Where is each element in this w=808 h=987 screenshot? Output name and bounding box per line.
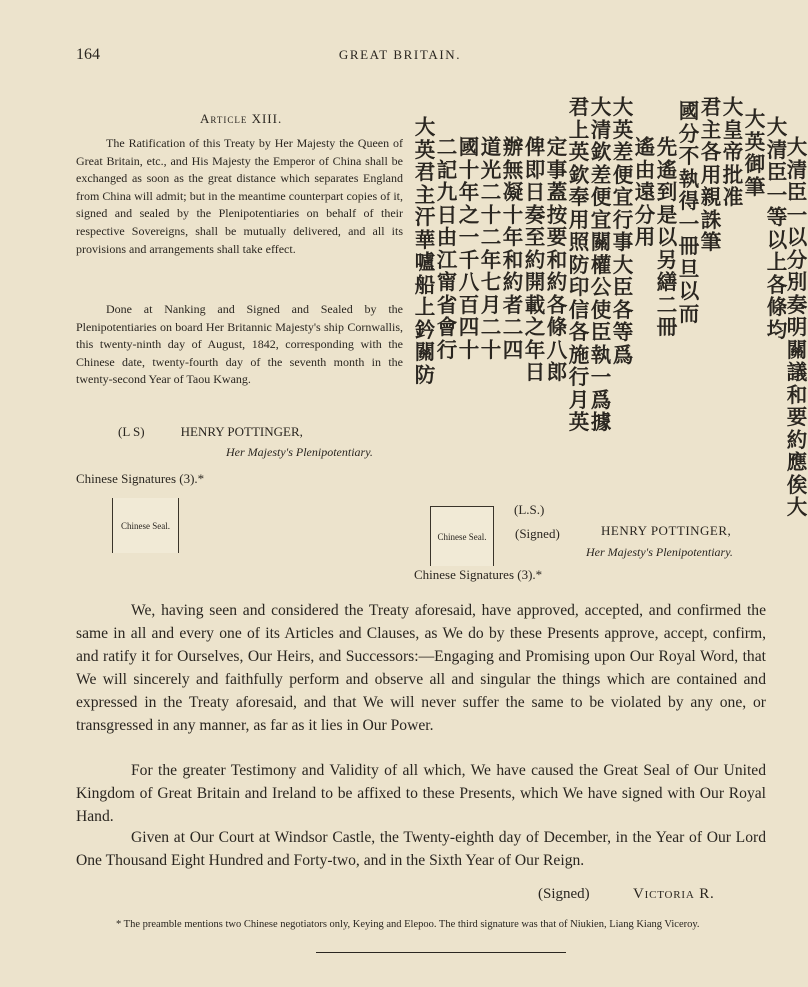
- signature-line-1: [118, 424, 339, 440]
- closing-rule: [316, 952, 566, 953]
- signed-mark: (Signed): [515, 526, 560, 541]
- article-paragraph-done-at: [76, 301, 403, 389]
- chinese-text-column: 二記九日由江甯省會行: [436, 135, 458, 362]
- proclamation-paragraph: [76, 599, 766, 737]
- chinese-text-column: 遙由遠分用: [634, 135, 656, 249]
- footnote-text: * The preamble mentions two Chinese negotiators only, Keying and Elepoo. The third signature was that of Niukien, Liang Kiang Viceroy.: [116, 919, 700, 930]
- signed-mark: (Signed): [538, 886, 590, 902]
- seal-label: Chinese Seal.: [121, 520, 170, 531]
- article-title: Article XIII.: [200, 111, 283, 126]
- proclamation-paragraph: [76, 759, 766, 828]
- footnote: [76, 918, 766, 933]
- chinese-seal-box: [112, 498, 179, 553]
- chinese-text-column: 國十年之一千八百四十: [458, 135, 480, 362]
- chinese-signatures-note: Chinese Signatures (3).*: [414, 567, 543, 582]
- chinese-text-column: 君主各用親誅筆: [700, 95, 722, 254]
- chinese-text-column: 大清欽差便宜關權公使臣執一爲據: [590, 95, 612, 434]
- seal-label: Chinese Seal.: [437, 531, 487, 542]
- chinese-text-column: 大英差便宜行事大臣各等爲: [612, 95, 634, 367]
- proclamation-text: Given at Our Court at Windsor Castle, the Twenty-eighth day of December, in the Year of Our Lord One Thousand Eight Hundred and Forty-two, and in the Sixth Year of Our Reign.: [76, 829, 766, 869]
- chinese-text-column: 先遙到是以另繕二冊: [656, 135, 678, 339]
- proclamation-text: For the greater Testimony and Validity of all which, We have caused the Great Seal of Our United Kingdom of Great Britain and Ireland to be affixed to these Presents, which We have signed with Our Royal Hand.: [76, 762, 766, 825]
- signatory-name: HENRY POTTINGER,: [180, 424, 303, 439]
- signatory-role: Her Majesty's Plenipotentiary.: [586, 545, 733, 559]
- article-paragraph-text: Done at Nanking and Signed and Sealed by the Plenipotentiaries on board Her Britannic Majesty's ship Cornwallis, this twenty-ninth day of August, 1842, corresponding with the Chinese date, twenty-fourth day of the seventh month in the twenty-second Year of Taou Kwang.: [76, 302, 403, 387]
- ls-mark: (L S): [118, 424, 145, 439]
- chinese-text-column: 大清臣一以分別奏明關議和要約應俟大: [786, 135, 808, 519]
- chinese-text-column: 大英御筆: [744, 107, 766, 199]
- chinese-text-column: 大清臣一等以上各條均: [766, 115, 788, 342]
- running-title: GREAT BRITAIN.: [338, 47, 462, 62]
- article-paragraph-ratification: [76, 135, 403, 258]
- chinese-text-column: 辦無凝十年和約者二四: [502, 135, 524, 362]
- chinese-text-column: 定事蓋按要和約各條八郎: [546, 135, 568, 384]
- chinese-text-column: 君上英欽奉用照防印信各施行月英: [568, 95, 590, 434]
- chinese-text-column: 大英君主汗華嚧船上鈐關防: [414, 115, 436, 387]
- signatory-name: HENRY POTTINGER,: [601, 523, 732, 538]
- ls-mark: (L.S.): [514, 502, 545, 517]
- royal-signature: Victoria R.: [633, 886, 715, 902]
- chinese-signatures-note: Chinese Signatures (3).*: [76, 471, 205, 486]
- proclamation-text: We, having seen and considered the Treaty aforesaid, have approved, accepted, and confirmed the same in all and every one of its Articles and Clauses, as We do by these Presents approve, accept, confirm, and ratify it for Ourselves, Our Heirs, and Successors:—Engaging and Promising upon Our Royal Word, that We will sincerely and faithfully perform and observe all and singular the things which are contained and expressed in the Treaty aforesaid, and that We will never suffer the same to be violated by any one, or transgressed in any manner, as far as it lies in Our Power.: [76, 602, 766, 734]
- page-number: 164: [76, 46, 100, 63]
- signatory-role: Her Majesty's Plenipotentiary.: [226, 445, 373, 459]
- chinese-text-column: 道光二十二年七月二十: [480, 135, 502, 362]
- article-paragraph-text: The Ratification of this Treaty by Her Majesty the Queen of Great Britain, etc., and His Majesty the Emperor of China shall be exchanged as soon as the great distance which separates England from China will admit; but in the meantime counterpart copies of it, signed and sealed by the Plenipotentiaries on behalf of their respective Sovereigns, shall be mutually delivered, and all its provisions and arrangements shall take effect.: [76, 136, 403, 256]
- chinese-text-column: 俾即日奏至約開載之年日: [524, 135, 546, 384]
- proclamation-paragraph: [76, 826, 766, 872]
- chinese-seal-box: [430, 506, 494, 566]
- chinese-text-column: 國分不執得一冊旦以而: [678, 99, 700, 326]
- chinese-text-column: 大皇帝批准: [722, 95, 744, 209]
